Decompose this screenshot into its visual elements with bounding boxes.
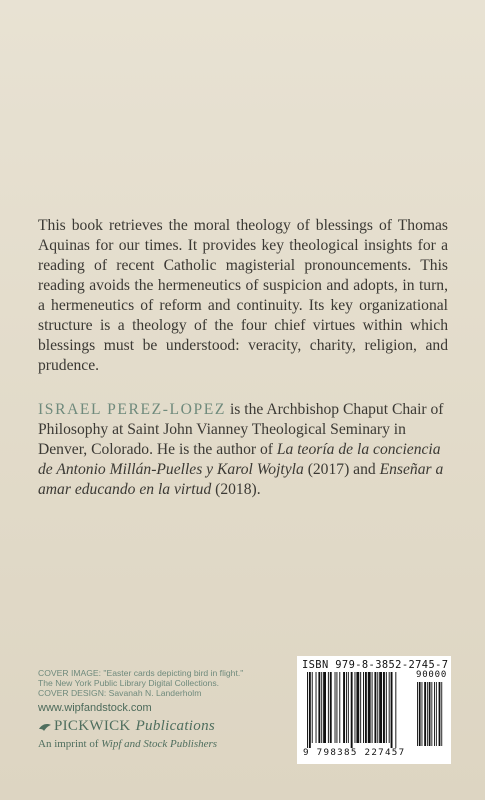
bio-text-3: (2018). xyxy=(211,481,261,498)
publisher-website: www.wipfandstock.com xyxy=(38,702,152,714)
isbn-barcode xyxy=(297,656,451,764)
imprint-prefix: An imprint of xyxy=(38,738,102,750)
barcode-digits: 9 798385 227457 xyxy=(303,747,406,758)
price-code: 90000 xyxy=(416,670,448,680)
cover-image-credit-line-2: The New York Public Library Digital Collections. xyxy=(38,678,220,688)
bio-text-1: is the Archbishop Chaput Chair of Philosophy at Saint John Vianney Theological Seminary in Denver, Colorado. He is the author of xyxy=(38,401,444,458)
author-name: ISRAEL PEREZ-LOPEZ xyxy=(38,401,227,418)
imprint-line xyxy=(38,738,217,750)
isbn-label: ISBN 979-8-3852-2745-7 xyxy=(302,659,449,671)
cover-image-credit-line-1: COVER IMAGE: "Easter cards depicting bird in flight." xyxy=(38,668,244,678)
pickwick-bird-icon xyxy=(38,721,52,733)
imprint-publisher: Wipf and Stock Publishers xyxy=(101,738,218,750)
publisher-subname: Publications xyxy=(135,718,216,734)
book-description: This book retrieves the moral theology of blessings of Thomas Aquinas for our times. It provides key theological insights for a reading of recent Catholic magisterial pronouncements. This reading avoids the hermeneutics of suspicion and adopts, in turn, a hermeneutics of reform and continuity. Its key organizational structure is a theology of the four chief virtues within which blessings must be understood: veracity, charity, religion, and prudence. xyxy=(38,217,448,374)
cover-credits xyxy=(38,668,278,698)
publisher-name: PICKWICK xyxy=(54,718,131,734)
bio-book-title-1: La teoría de la conciencia de Antonio Millán-Puelles y Karol Wojtyla xyxy=(38,441,441,478)
cover-design-credit: COVER DESIGN: Savanah N. Landerholm xyxy=(38,688,202,698)
bio-text-2: (2017) and xyxy=(303,461,380,478)
bio-book-title-2: Enseñar a amar educando en la virtud xyxy=(38,461,444,498)
author-bio xyxy=(38,400,448,500)
publisher-logo xyxy=(38,718,215,735)
